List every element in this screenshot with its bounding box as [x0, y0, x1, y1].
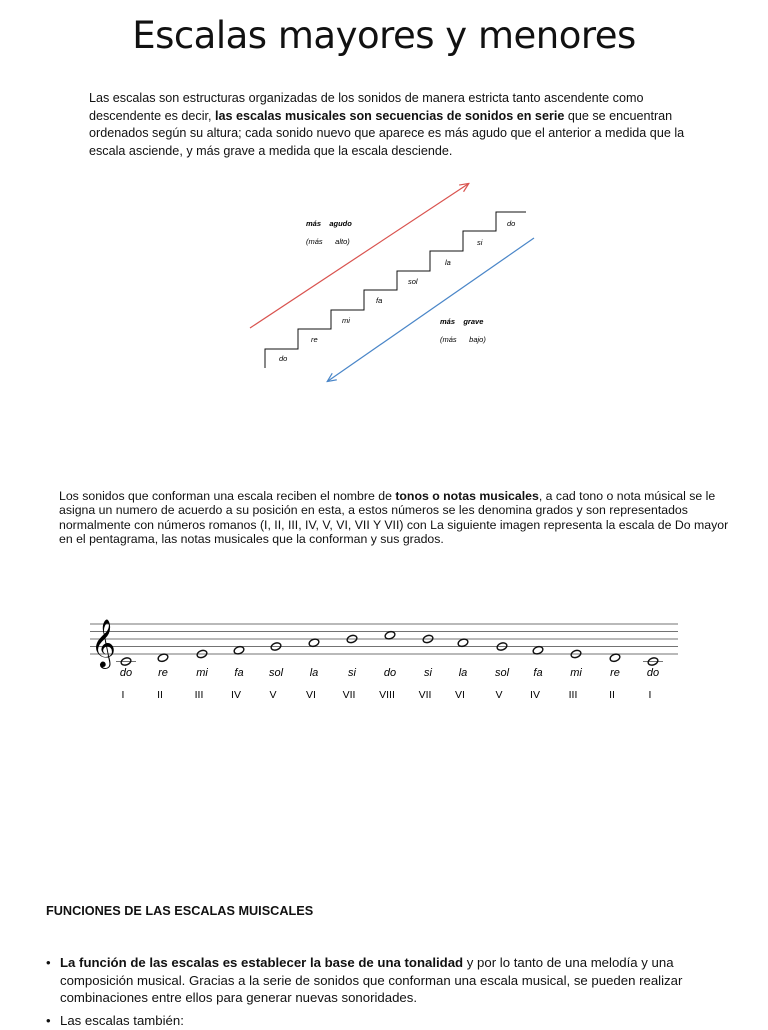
degree-label: VI	[306, 689, 316, 701]
degree-label: V	[495, 689, 503, 701]
description-bold-text: tonos o notas musicales	[395, 489, 539, 503]
note-name: fa	[533, 667, 543, 679]
degree-label: I	[648, 689, 652, 701]
degree-label: II	[157, 689, 163, 701]
step-label: fa	[376, 296, 383, 305]
note-name: do	[646, 667, 660, 679]
degree-label: III	[194, 689, 204, 701]
step-label: sol	[408, 277, 418, 286]
bullet-bold-text: La función de las escalas es establecer la base de una tonalidad	[60, 955, 464, 970]
staff-lines	[90, 624, 678, 654]
bullet-text: Las escalas también:	[60, 1013, 184, 1028]
note-name: sol	[268, 667, 284, 679]
degree-label: VI	[455, 689, 465, 701]
high-label: más agudo	[306, 219, 352, 228]
bullet-text: y por lo tanto de una melodía y una composición musical. Gracias a la serie de sonidos que conforman una escala musical, se pueden realizar combinaciones entre ellos para generar nuevas sonoridades.	[60, 955, 683, 1005]
music-staff	[0, 600, 768, 710]
intro-bold-text: las escalas musicales son secuencias de sonidos en serie	[215, 108, 565, 123]
note-name: re	[610, 667, 620, 679]
intro-text-1: Las escalas son estructuras organizadas de los sonidos de manera estricta tanto ascendente como descendente es decir,	[89, 91, 644, 123]
page-title: Escalas mayores y menores	[132, 14, 636, 57]
degree-label: I	[121, 689, 125, 701]
low-label: más grave	[440, 317, 484, 326]
description-paragraph	[59, 489, 729, 546]
note-name: la	[458, 667, 468, 679]
note-name: do	[383, 667, 397, 679]
step-label: la	[445, 258, 451, 267]
note-name: mi	[196, 667, 208, 679]
degree-label: II	[609, 689, 615, 701]
degree-label: V	[269, 689, 277, 701]
note-name: fa	[234, 667, 244, 679]
note-name: re	[158, 667, 168, 679]
bullet-dot: •	[46, 1013, 51, 1028]
degree-label: IV	[530, 689, 540, 701]
description-text-2: , a cad tono o nota músical se le asigna un numero de acuerdo a su posición en esta, a estos números se les denomina grados y son representados normalmente con números romanos (I, II, III, IV, V, VI, VII Y VII) con La siguiente imagen representa la escala de Do mayor en el pentagrama, las notas musicales que la conforman y sus grados.	[59, 489, 729, 546]
staircase-diagram	[0, 0, 768, 420]
treble-clef-icon: 𝄞	[91, 619, 116, 666]
bullet-dot: •	[46, 955, 51, 970]
note-name: la	[309, 667, 319, 679]
degree-label: IV	[231, 689, 241, 701]
low-sublabel: (más bajo)	[440, 335, 486, 344]
intro-text-2: que se encuentran ordenados según su altura; cada sonido nuevo que aparece es más agudo que el anterior a medida que la escala asciende, y más grave a medida que la escala desciende.	[89, 108, 685, 158]
note-name: si	[348, 667, 356, 679]
staircase-steps	[265, 212, 526, 368]
description-text-1: Los sonidos que conforman una escala reciben el nombre de	[59, 489, 396, 503]
note-name: sol	[494, 667, 510, 679]
degree-label: VII	[418, 689, 432, 701]
degree-label: VII	[342, 689, 356, 701]
degree-label: VIII	[379, 689, 395, 701]
step-label: mi	[342, 316, 350, 325]
note-name: si	[424, 667, 432, 679]
step-label: do	[279, 354, 288, 363]
note-name: do	[119, 667, 133, 679]
step-label: si	[477, 238, 483, 247]
degree-label: III	[568, 689, 578, 701]
step-label: do	[507, 219, 516, 228]
step-label: re	[311, 335, 318, 344]
high-sublabel: (más alto)	[306, 237, 350, 246]
functions-heading: FUNCIONES DE LAS ESCALAS MUISCALES	[46, 904, 314, 918]
note-name: mi	[570, 667, 582, 679]
